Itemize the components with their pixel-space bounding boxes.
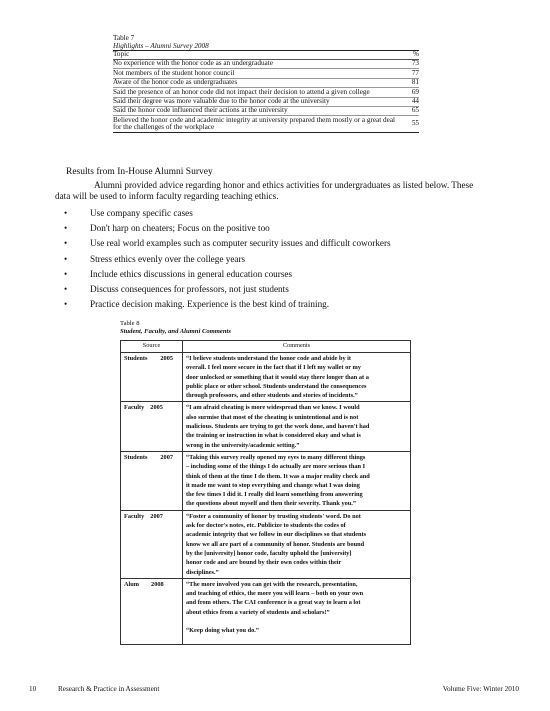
table-7-topic: Said their degree was more valuable due to the honor code at the university (113, 96, 330, 105)
table-8-source (121, 451, 183, 510)
comment-line: malicious. Students are trying to get the work done, and haven't had (186, 423, 370, 431)
comment-line: the questions about myself and then their severity. Thank you.” (186, 500, 356, 508)
list-item: • Include ethics discussions in general education courses (60, 267, 480, 282)
body-paragraph-text: Alumni provided advice regarding honor and ethics activities for undergraduates as listed below. These data will be used to inform faculty regarding teaching ethics. (55, 180, 474, 202)
table-row (121, 353, 411, 402)
table-7-topic: No experience with the honor code as an undergraduate (113, 59, 273, 68)
comment-line: and from others. The CAI conference is a great way to learn a lot (186, 599, 361, 607)
table-8-caption (120, 320, 420, 336)
list-item: • Discuss consequences for professors, not just students (60, 282, 480, 297)
table-8-source (121, 510, 183, 578)
comment-line: wrong in the university/academic setting.” (186, 441, 300, 449)
table-7 (113, 34, 419, 133)
section-heading: Results from In-House Alumni Survey (66, 167, 213, 177)
table-7-title: Highlights – Alumni Survey 2008 (113, 42, 209, 51)
comment-line: door unlocked or something that it would stay there longer than at a (186, 373, 369, 381)
table-7-topic: Said the presence of an honor code did not impact their decision to attend a given college (113, 87, 370, 96)
table-8-header (121, 341, 411, 353)
source-year: 2007 (160, 453, 173, 461)
table-8-comment (183, 510, 411, 578)
table-7-pct: 69 (411, 87, 419, 96)
comment-line: “I believe students understand the honor code and abide by it (186, 355, 352, 362)
comment-line: “Keep doing what you do.” (186, 627, 259, 635)
comment-line: public place or other school. Students understand the consequences (186, 382, 367, 390)
comment-line: through professors, and other students and stories of incidents.” (186, 392, 358, 400)
comment-line (186, 617, 407, 626)
source-name: Students (124, 355, 148, 362)
page-number: 10 (29, 685, 37, 693)
table-7-topic: Not members of the student honor council (113, 68, 235, 77)
table-8-source (121, 402, 183, 451)
table-8-comment (183, 451, 411, 510)
table-7-pct: 81 (411, 78, 419, 87)
comment-line: it made me want to stop everything and change what I was doing (186, 481, 360, 489)
table-8-header-comments: Comments (183, 341, 411, 353)
table-8-source (121, 353, 183, 402)
comment-line: “The more involved you can get with the research, presentation, (186, 580, 358, 588)
table-7-pct: 77 (411, 68, 419, 77)
table-row (113, 107, 419, 116)
comment-line: know we all are part of a community of honor. Students are bound (186, 540, 365, 548)
comment-line: about ethics from a variety of students and scholars!” (186, 608, 330, 616)
table-7-topic: Said the honor code influenced their actions at the university (113, 106, 288, 115)
source-year: 2005 (160, 355, 173, 362)
table-row (113, 79, 419, 88)
source-name: Faculty (124, 404, 145, 412)
table-7-pct: 65 (411, 106, 419, 115)
comment-line: “I am afraid cheating is more widespread than we know. I would (186, 404, 360, 412)
advice-list (60, 206, 480, 312)
table-8-number: Table 8 (120, 320, 140, 327)
table-7-header-topic: Topic (113, 50, 130, 59)
table-7-header-pct: % (413, 50, 419, 59)
table-8-header-source: Source (121, 341, 183, 353)
list-item: • Practice decision making. Experience is the best kind of training. (60, 297, 480, 312)
list-item: • Use real world examples such as computer security issues and difficult coworkers (60, 236, 480, 251)
table-8-comment (183, 578, 411, 644)
table-row (113, 116, 419, 133)
table-7-pct: 73 (411, 59, 419, 68)
source-year: 2005 (150, 404, 163, 412)
comment-line: and teaching of ethics, the more you will learn – both on your own (186, 590, 364, 598)
table-7-pct: 55 (411, 119, 419, 128)
comment-line: “Foster a community of honor by trusting students' word. Do not (186, 512, 361, 520)
comment-line: by the [university] honor code, faculty uphold the [university] (186, 549, 352, 557)
table-row (121, 510, 411, 578)
table-8-title: Student, Faculty, and Alumni Comments (120, 328, 231, 335)
source-name: Students (124, 453, 148, 461)
table-row (121, 451, 411, 510)
table-row (121, 402, 411, 451)
table-7-topic: Believed the honor code and academic integrity at university prepared them mostly or a great deal for the challenges of the workplace (113, 115, 396, 132)
list-item: • Don't harp on cheaters; Focus on the positive too (60, 221, 480, 236)
source-year: 2008 (151, 580, 164, 588)
comment-line: academic integrity that we follow in our disciplines so that students (186, 531, 367, 539)
table-row (121, 578, 411, 644)
comment-line: the training or instruction in what is considered okay and what is (186, 432, 361, 440)
journal-name: Research & Practice in Assessment (58, 685, 160, 693)
issue-info: Volume Five: Winter 2010 (442, 685, 519, 693)
comment-line: “Taking this survey really opened my eyes to many different things (186, 453, 366, 461)
source-name: Alum (124, 580, 140, 588)
comment-line: honor code and are bound by their own codes within their (186, 559, 342, 567)
comment-line: overall. I feel more secure in the fact that if I left my wallet or my (186, 364, 361, 372)
comment-spacer (186, 635, 407, 643)
list-item: • Stress ethics evenly over the college years (60, 252, 480, 267)
comment-line: – including some of the things I do actually are more serious than I (186, 463, 366, 471)
source-name: Faculty (124, 512, 145, 520)
comment-line: ask for doctor's notes, etc. Publicize to students the codes of (186, 522, 346, 530)
table-7-number: Table 7 (113, 34, 135, 42)
table-row (113, 60, 419, 69)
list-item: • Use company specific cases (60, 206, 480, 221)
comment-line: think of them at the time I do them. It was a major reality check and (186, 472, 370, 480)
table-7-body (113, 60, 419, 133)
comment-line: the few times I did it. I really did learn something from answering (186, 491, 363, 499)
source-year: 2007 (150, 512, 163, 520)
table-8-comment (183, 353, 411, 402)
table-8-source (121, 578, 183, 644)
body-paragraph (55, 180, 483, 202)
comment-line: disciplines.” (186, 568, 219, 576)
table-8-comment (183, 402, 411, 451)
comment-line: also surmise that most of the cheating is unintentional and is not (186, 413, 359, 421)
table-8 (120, 340, 411, 645)
table-7-pct: 44 (411, 96, 419, 105)
table-7-topic: Aware of the honor code as undergraduates (113, 78, 238, 87)
